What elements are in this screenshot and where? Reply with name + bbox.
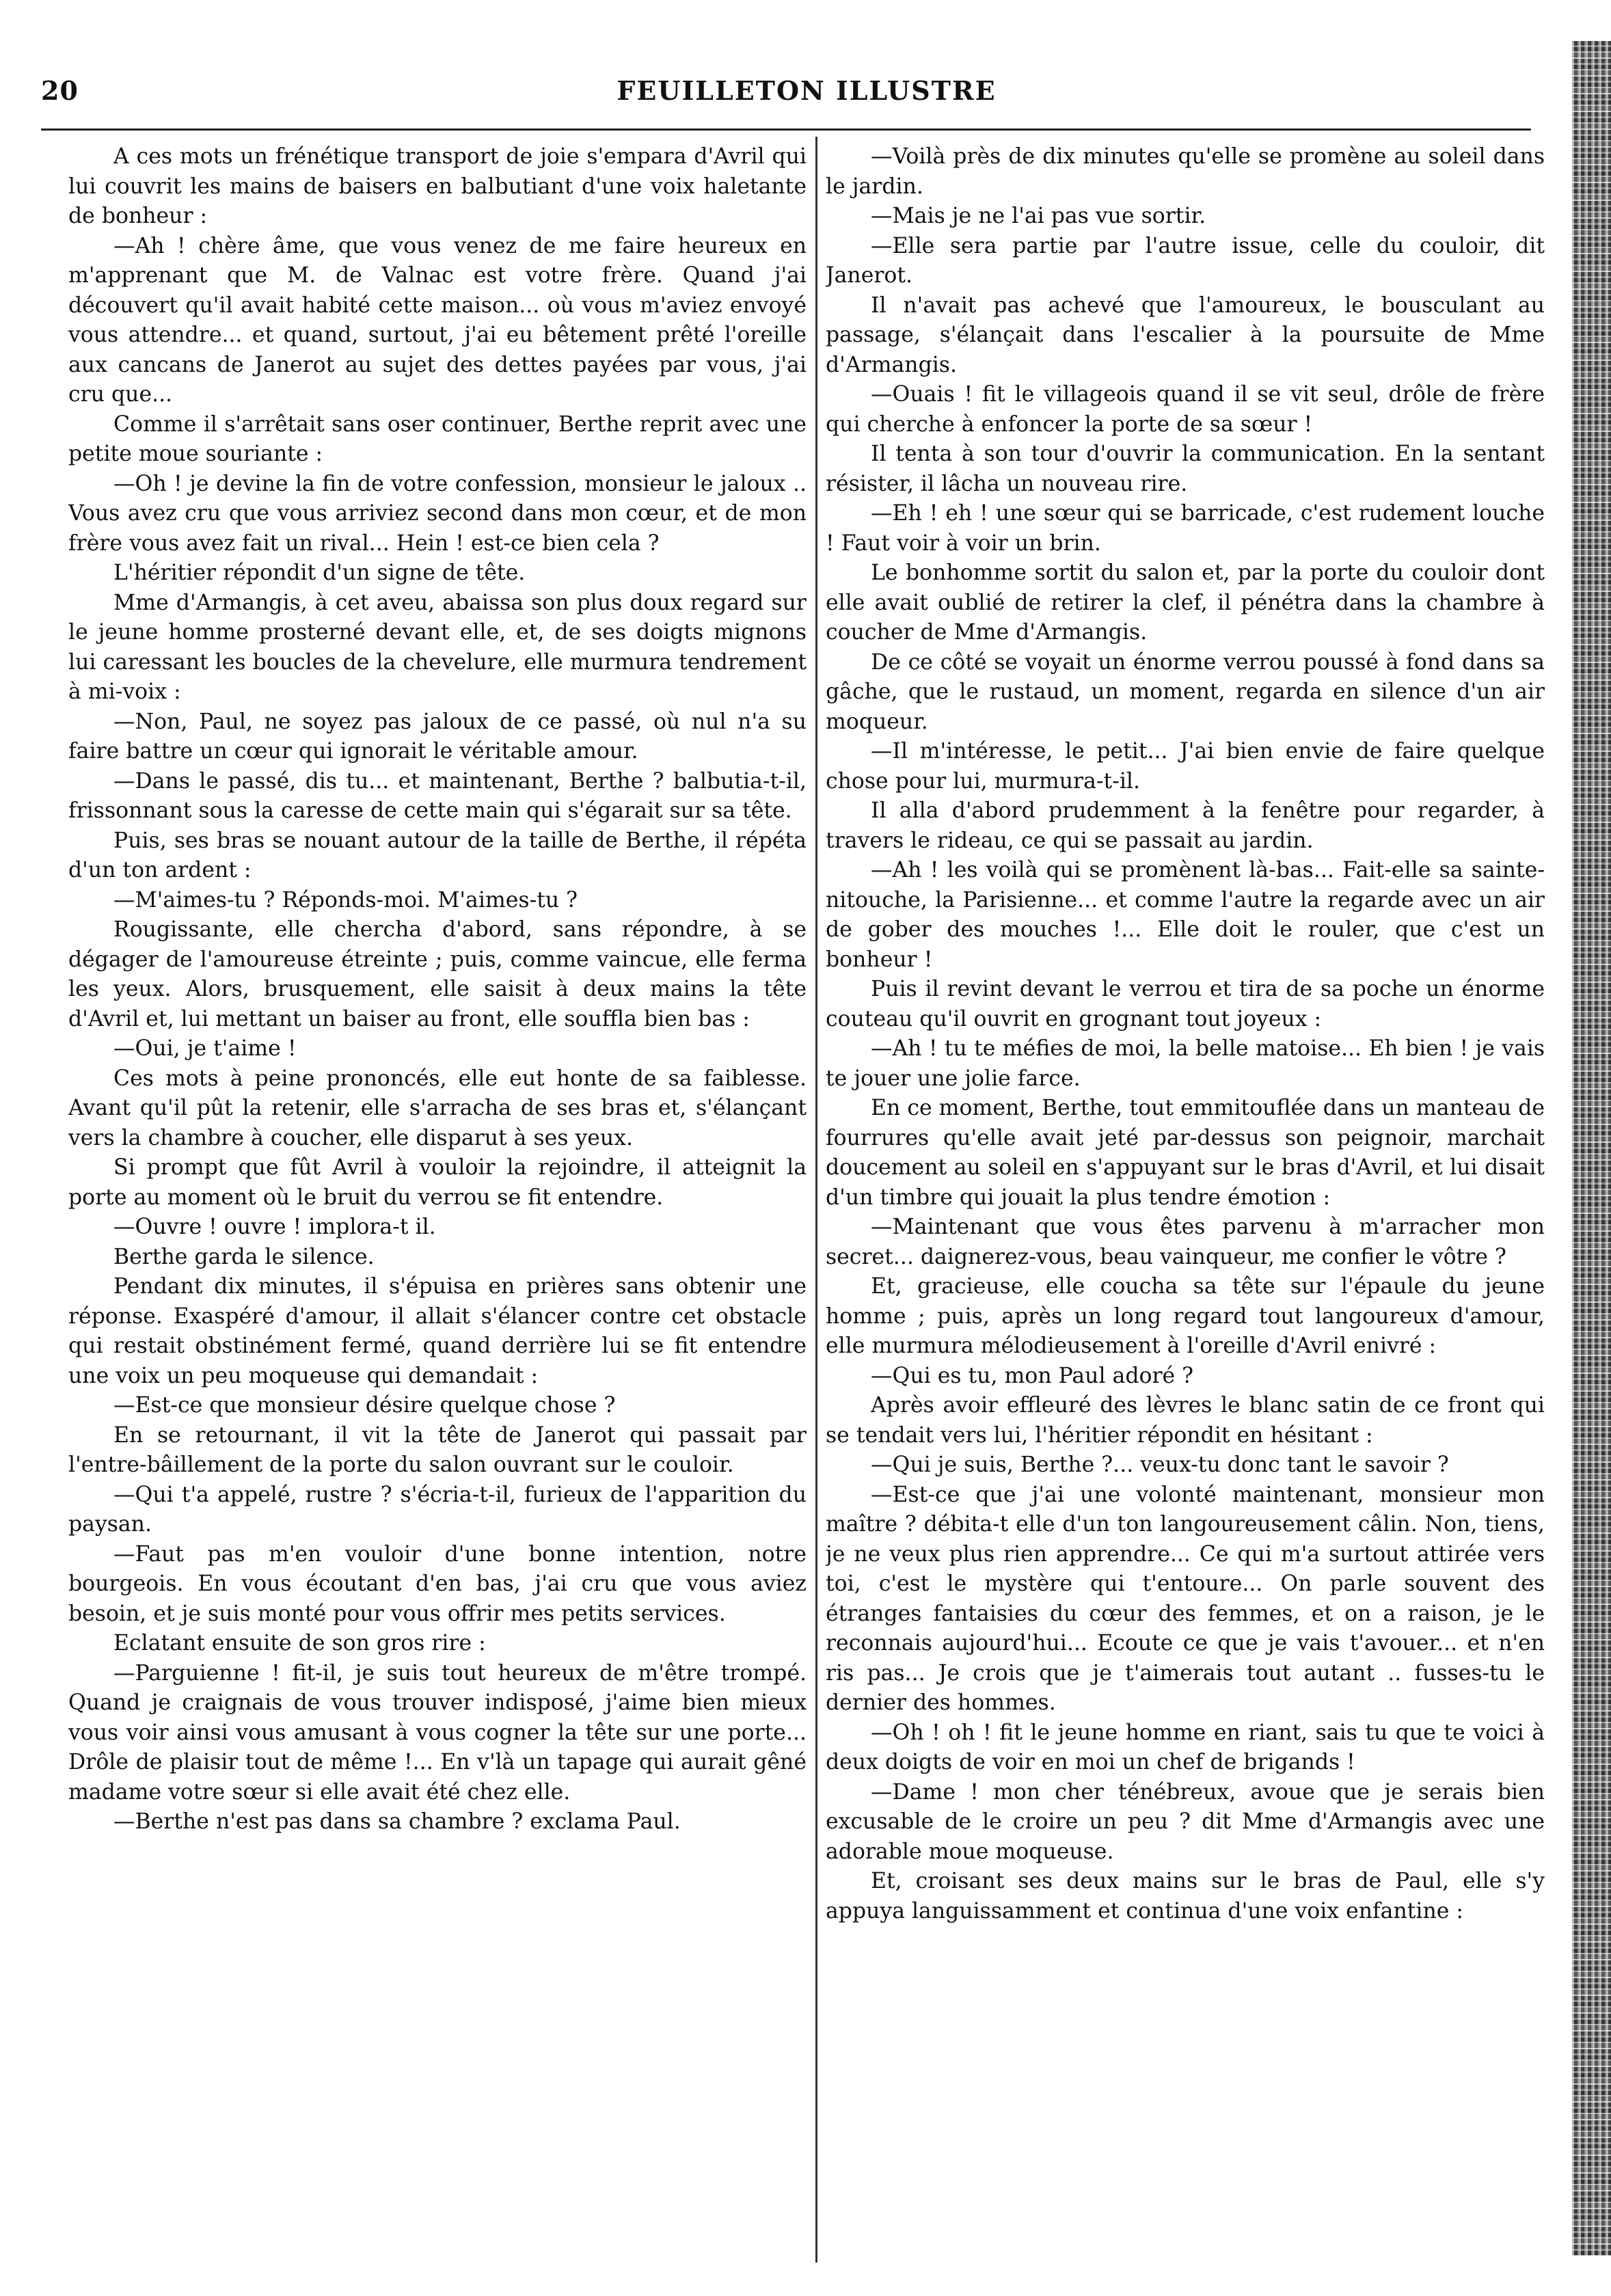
paragraph: Et, croisant ses deux mains sur le bras de Paul, elle s'y appuya languissamment et continua d'une voix enfantine :: [826, 1869, 1545, 1923]
paragraph: —Voilà près de dix minutes qu'elle se promène au soleil dans le jardin.: [826, 144, 1545, 199]
paragraph: En ce moment, Berthe, tout emmitouflée dans un manteau de fourrures qu'elle avait jeté par-dessus son peignoir, marchait doucement au soleil en s'appuyant sur le bras d'Avril, et lui disait d'un timbre qui jouait la plus tendre émotion :: [826, 1096, 1545, 1210]
right-column: [826, 142, 1545, 2275]
paragraph: —Est-ce que j'ai une volonté maintenant, monsieur mon maître ? débita-t elle d'un ton langoureusement câlin. Non, tiens, je ne veux plus rien apprendre... Ce qui m'a surtout attirée vers toi, c'est le mystère qui t'entoure... On parle souvent des étranges fantaisies du cœur des femmes, et on a raison, je le reconnais aujourd'hui... Ecoute ce que je vais t'avouer... et n'en ris pas... Je crois que je t'aimerais tout autant .. fusses-tu le dernier des hommes.: [826, 1482, 1545, 1715]
left-column: [68, 142, 807, 2275]
paragraph: —Qui es tu, mon Paul adoré ?: [871, 1363, 1194, 1388]
paragraph: —Oh ! oh ! fit le jeune homme en riant, sais tu que te voici à deux doigts de voir en moi un chef de brigands !: [826, 1720, 1545, 1774]
running-title: FEUILLETON ILLUSTRE: [617, 75, 997, 106]
page-header: [41, 66, 1572, 113]
paragraph: Il n'avait pas achevé que l'amoureux, le bousculant au passage, s'élançait dans l'escalier à la poursuite de Mme d'Armangis.: [826, 293, 1545, 377]
scan-edge-artifact: [1572, 41, 1611, 2256]
paragraph: Il tenta à son tour d'ouvrir la communication. En la sentant résister, il lâcha un nouveau rire.: [826, 442, 1545, 496]
paragraph: —Ouais ! fit le villageois quand il se vit seul, drôle de frère qui cherche à enfoncer la porte de sa sœur !: [826, 382, 1545, 437]
header-rule: [41, 129, 1531, 131]
paragraph: —Eh ! eh ! une sœur qui se barricade, c'est rudement louche ! Faut voir à voir un brin.: [826, 501, 1545, 556]
paragraph: A ces mots un frénétique transport de joie s'empara d'Avril qui lui couvrit les mains de baisers en balbutiant d'une voix haletante de bonheur :: [68, 144, 807, 228]
paragraph: Après avoir effleuré des lèvres le blanc satin de ce front qui se tendait vers lui, l'héritier répondit en hésitant :: [826, 1393, 1545, 1448]
paragraph: Si prompt que fût Avril à vouloir la rejoindre, il atteignit la porte au moment où le bruit du verrou se fit entendre.: [68, 1155, 807, 1210]
paragraph: Comme il s'arrêtait sans oser continuer, Berthe reprit avec une petite moue souriante :: [68, 411, 807, 466]
paragraph: Le bonhomme sortit du salon et, par la porte du couloir dont elle avait oublié de retirer la clef, il pénétra dans la chambre à coucher de Mme d'Armangis.: [826, 561, 1545, 645]
paragraph: —Dame ! mon cher ténébreux, avoue que je serais bien excusable de le croire un peu ? dit Mme d'Armangis avec une adorable moue moqueuse.: [826, 1779, 1545, 1864]
paragraph: Pendant dix minutes, il s'épuisa en prières sans obtenir une réponse. Exaspéré d'amour, il allait s'élancer contre cet obstacle qui restait obstinément fermé, quand derrière lui se fit entendre une voix un peu moqueuse qui demandait :: [68, 1274, 807, 1388]
paragraph: Berthe garda le silence.: [113, 1244, 375, 1269]
paragraph: Il alla d'abord prudemment à la fenêtre pour regarder, à travers le rideau, ce qui se passait au jardin.: [826, 798, 1545, 853]
paragraph: —Dans le passé, dis tu... et maintenant, Berthe ? balbutia-t-il, frissonnant sous la caresse de cette main qui s'égarait sur sa tête.: [68, 768, 807, 823]
paragraph: Puis il revint devant le verrou et tira de sa poche un énorme couteau qu'il ouvrit en grognant tout joyeux :: [826, 977, 1545, 1031]
paragraph: —Il m'intéresse, le petit... J'ai bien envie de faire quelque chose pour lui, murmura-t-il.: [826, 739, 1545, 794]
paragraph: —Oh ! je devine la fin de votre confession, monsieur le jaloux .. Vous avez cru que vous arriviez second dans mon cœur, et de mon frère vous avez fait un rival... Hein ! est-ce bien cela ?: [68, 471, 807, 556]
paragraph: —Ah ! les voilà qui se promènent là-bas... Fait-elle sa sainte-nitouche, la Parisienne... et comme l'autre la regarde avec un air de gober des mouches !... Elle doit le rouler, que c'est un bonheur !: [826, 858, 1545, 972]
paragraph: Rougissante, elle chercha d'abord, sans répondre, à se dégager de l'amoureuse étreinte ; puis, comme vaincue, elle ferma les yeux. Alors, brusquement, elle saisit à deux mains la tête d'Avril et, lui mettant un baiser au front, elle souffla bien bas :: [68, 917, 807, 1031]
paragraph: —Non, Paul, ne soyez pas jaloux de ce passé, où nul n'a su faire battre un cœur qui ignorait le véritable amour.: [68, 709, 807, 764]
paragraph: —Maintenant que vous êtes parvenu à m'arracher mon secret... daignerez-vous, beau vainqueur, me confier le vôtre ?: [826, 1215, 1545, 1269]
paragraph: —M'aimes-tu ? Réponds-moi. M'aimes-tu ?: [113, 887, 578, 913]
paragraph: —Faut pas m'en vouloir d'une bonne intention, notre bourgeois. En vous écoutant d'en bas, j'ai cru que vous aviez besoin, et je suis monté pour vous offrir mes petits services.: [68, 1541, 807, 1626]
paragraph: —Ouvre ! ouvre ! implora-t il.: [113, 1215, 436, 1239]
paragraph: —Est-ce que monsieur désire quelque chose ?: [113, 1393, 616, 1418]
paragraph: Eclatant ensuite de son gros rire :: [113, 1631, 486, 1656]
paragraph: Puis, ses bras se nouant autour de la taille de Berthe, il répéta d'un ton ardent :: [68, 828, 807, 882]
paragraph: Mme d'Armangis, à cet aveu, abaissa son plus doux regard sur le jeune homme prosterné devant elle, et, de ses doigts mignons lui caressant les boucles de la chevelure, elle murmura tendrement à mi-voix :: [68, 590, 807, 704]
column-divider: [815, 137, 817, 2263]
paragraph: —Ah ! chère âme, que vous venez de me faire heureux en m'apprenant que M. de Valnac est votre frère. Quand j'ai découvert qu'il avait habité cette maison... où vous m'aviez envoyé vous attendre... et quand, surtout, j'ai eu bêtement prêté l'oreille aux cancans de Janerot au sujet des dettes payées par vous, j'ai cru que...: [68, 233, 807, 407]
paragraph: —Ah ! tu te méfies de moi, la belle matoise... Eh bien ! je vais te jouer une jolie farce.: [826, 1036, 1545, 1091]
paragraph: —Mais je ne l'ai pas vue sortir.: [871, 204, 1206, 228]
page-number: 20: [41, 75, 79, 106]
paragraph: De ce côté se voyait un énorme verrou poussé à fond dans sa gâche, que le rustaud, un moment, regarda en silence d'un air moqueur.: [826, 649, 1545, 734]
paragraph: Et, gracieuse, elle coucha sa tête sur l'épaule du jeune homme ; puis, après un long regard tout langoureux d'amour, elle murmura mélodieusement à l'oreille d'Avril enivré :: [826, 1274, 1545, 1358]
paragraph: —Berthe n'est pas dans sa chambre ? exclama Paul.: [113, 1809, 681, 1834]
paragraph: —Elle sera partie par l'autre issue, celle du couloir, dit Janerot.: [826, 233, 1545, 288]
paragraph: —Oui, je t'aime !: [113, 1036, 297, 1061]
paragraph: En se retournant, il vit la tête de Janerot qui passait par l'entre-bâillement de la porte du salon ouvrant sur le couloir.: [68, 1422, 807, 1477]
paragraph: —Qui t'a appelé, rustre ? s'écria-t-il, furieux de l'apparition du paysan.: [68, 1482, 807, 1537]
paragraph: —Qui je suis, Berthe ?... veux-tu donc tant le savoir ?: [871, 1453, 1449, 1477]
paragraph: L'héritier répondit d'un signe de tête.: [113, 561, 526, 585]
paragraph: —Parguienne ! fit-il, je suis tout heureux de m'être trompé. Quand je craignais de vous trouver indisposé, j'aime bien mieux vous voir ainsi vous amusant à vous cogner la tête sur une porte... Drôle de plaisir tout de même !... En v'là un tapage qui aurait gêné madame votre sœur si elle avait été chez elle.: [68, 1660, 807, 1805]
paragraph: Ces mots à peine prononcés, elle eut honte de sa faiblesse. Avant qu'il pût la retenir, elle s'arracha de ses bras et, s'élançant vers la chambre à coucher, elle disparut à ses yeux.: [68, 1066, 807, 1150]
